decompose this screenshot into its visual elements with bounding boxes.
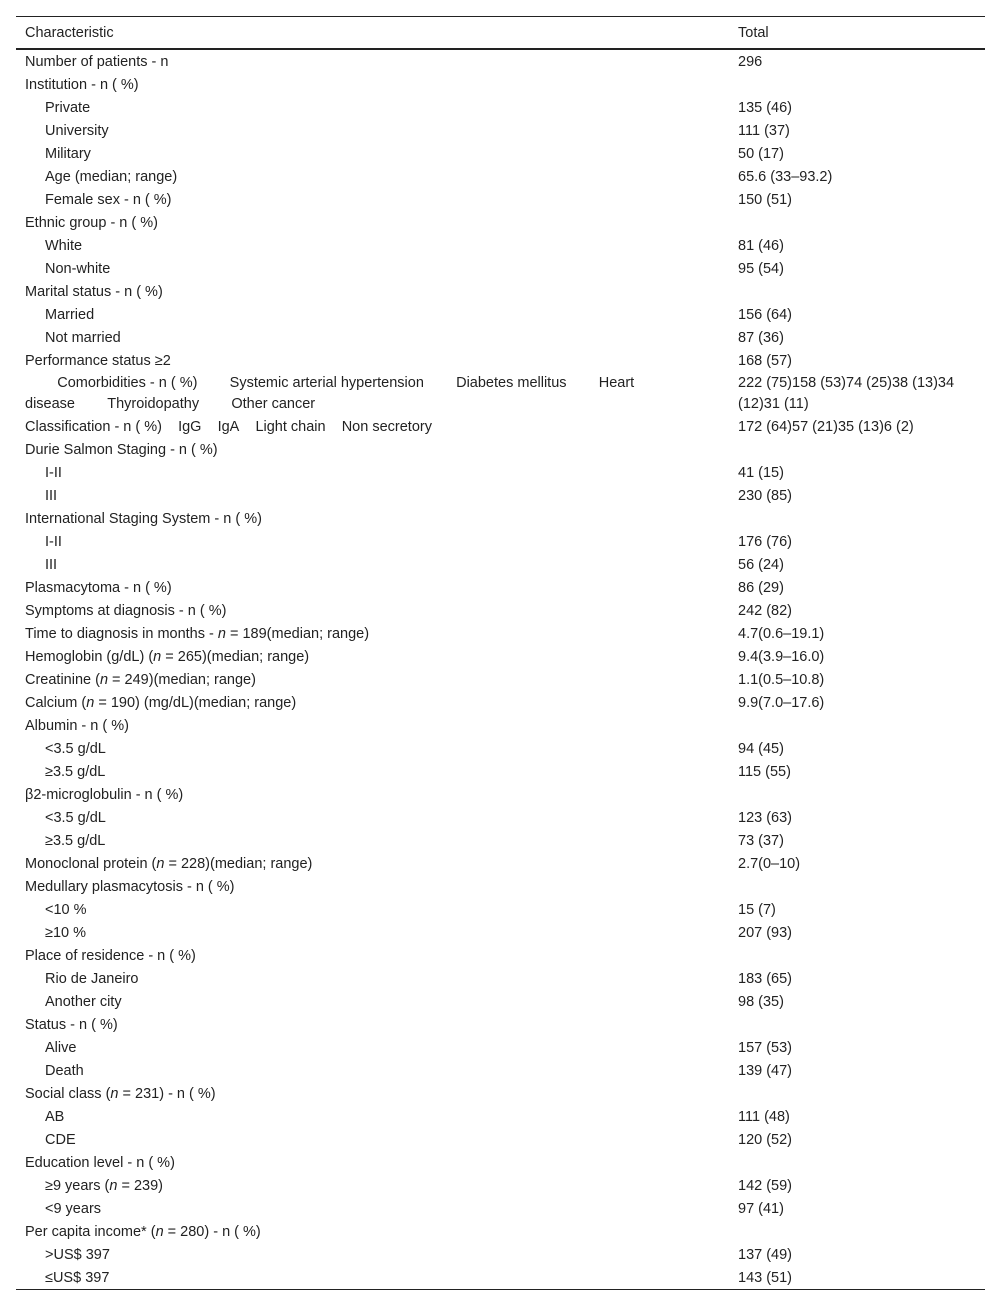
characteristics-table [16, 16, 985, 1290]
row-label: Time to diagnosis in months - n = 189(median; range) [25, 625, 370, 642]
row-value: 296 [738, 53, 763, 70]
table-row [16, 303, 985, 326]
table-row [16, 1013, 985, 1036]
row-label: Symptoms at diagnosis - n ( %) [25, 602, 227, 619]
table-row [16, 829, 985, 852]
table-row [16, 1105, 985, 1128]
table-row [16, 921, 985, 944]
row-label: Social class (n = 231) - n ( %) [25, 1085, 216, 1102]
row-label: Per capita income* (n = 280) - n ( %) [25, 1223, 261, 1240]
table-row [16, 257, 985, 280]
row-value: 183 (65) [738, 970, 793, 987]
row-label: Age (median; range) [45, 168, 178, 185]
row-value: 142 (59) [738, 1177, 793, 1194]
row-label: Military [45, 145, 91, 162]
row-label: ≥3.5 g/dL [45, 832, 106, 849]
row-value: 9.4(3.9–16.0) [738, 648, 825, 665]
table-row [16, 119, 985, 142]
row-value: 139 (47) [738, 1062, 793, 1079]
table-row [16, 461, 985, 484]
table-row [16, 507, 985, 530]
row-value: 97 (41) [738, 1200, 784, 1217]
row-label: Creatinine (n = 249)(median; range) [25, 671, 256, 688]
table-body [16, 50, 985, 1289]
table-row [16, 1151, 985, 1174]
table-row [16, 576, 985, 599]
row-label: Calcium (n = 190) (mg/dL)(median; range) [25, 694, 297, 711]
row-label: Medullary plasmacytosis - n ( %) [25, 878, 235, 895]
table-row [16, 714, 985, 737]
row-value: 50 (17) [738, 145, 784, 162]
row-value: 9.9(7.0–17.6) [738, 694, 825, 711]
row-label: β2-microglobulin - n ( %) [25, 786, 184, 803]
row-label: Monoclonal protein (n = 228)(median; range) [25, 855, 313, 872]
table-row [16, 875, 985, 898]
row-label: III [45, 487, 58, 504]
table-row [16, 1128, 985, 1151]
row-label: Comorbidities - n ( %) Systemic arterial hypertension Diabetes mellitus Heart disease Thyroidopathy Other cancer [25, 374, 635, 412]
table-row [16, 990, 985, 1013]
row-value: 135 (46) [738, 99, 793, 116]
row-value: 73 (37) [738, 832, 784, 849]
table-row [16, 165, 985, 188]
table-row [16, 188, 985, 211]
row-label: Rio de Janeiro [45, 970, 139, 987]
table-row [16, 599, 985, 622]
table-row [16, 967, 985, 990]
row-value: 56 (24) [738, 556, 784, 573]
table-row [16, 852, 985, 875]
table-row [16, 668, 985, 691]
row-label: III [45, 556, 58, 573]
row-label: Ethnic group - n ( %) [25, 214, 158, 231]
table-row [16, 1243, 985, 1266]
row-label: ≥9 years (n = 239) [45, 1177, 163, 1194]
row-value: 1.1(0.5–10.8) [738, 671, 825, 688]
row-label: AB [45, 1108, 65, 1125]
row-value: 172 (64)57 (21)35 (13)6 (2) [738, 418, 914, 435]
row-label: Not married [45, 329, 121, 346]
table-row [16, 326, 985, 349]
table-row [16, 553, 985, 576]
row-label: Place of residence - n ( %) [25, 947, 196, 964]
table-row [16, 898, 985, 921]
table-header [16, 17, 985, 50]
row-label: ≥3.5 g/dL [45, 763, 106, 780]
row-label: <9 years [45, 1200, 102, 1217]
table-row [16, 691, 985, 714]
table-row [16, 415, 985, 438]
row-value: 242 (82) [738, 602, 793, 619]
table-row [16, 737, 985, 760]
table-row [16, 142, 985, 165]
row-label: Married [45, 306, 95, 323]
row-value: 123 (63) [738, 809, 793, 826]
row-value: 137 (49) [738, 1246, 793, 1263]
row-label: Alive [45, 1039, 77, 1056]
row-label: ≤US$ 397 [45, 1269, 110, 1286]
table-row [16, 73, 985, 96]
row-label: Hemoglobin (g/dL) (n = 265)(median; range) [25, 648, 310, 665]
row-label: <10 % [45, 901, 87, 918]
row-label: Female sex - n ( %) [45, 191, 172, 208]
table-row [16, 372, 985, 415]
table-row [16, 349, 985, 372]
row-value: 222 (75)158 (53)74 (25)38 (13)34 (12)31 (11) [738, 374, 955, 412]
row-label: University [45, 122, 109, 139]
table-row [16, 96, 985, 119]
row-value: 157 (53) [738, 1039, 793, 1056]
row-label: <3.5 g/dL [45, 740, 106, 757]
row-value: 15 (7) [738, 901, 776, 918]
row-value: 111 (48) [738, 1108, 790, 1125]
row-value: 156 (64) [738, 306, 793, 323]
table-row [16, 280, 985, 303]
row-label: Institution - n ( %) [25, 76, 139, 93]
row-value: 86 (29) [738, 579, 784, 596]
row-label: Classification - n ( %) IgG IgA Light chain Non secretory [25, 418, 432, 435]
row-value: 81 (46) [738, 237, 784, 254]
table-row [16, 1174, 985, 1197]
table-row [16, 530, 985, 553]
row-value: 207 (93) [738, 924, 793, 941]
row-value: 2.7(0–10) [738, 855, 801, 872]
row-label: Number of patients - n [25, 53, 169, 70]
row-value: 111 (37) [738, 122, 790, 139]
table-row [16, 234, 985, 257]
row-value: 115 (55) [738, 763, 791, 780]
table-row [16, 1220, 985, 1243]
row-value: 95 (54) [738, 260, 784, 277]
table-row [16, 760, 985, 783]
table-row [16, 1059, 985, 1082]
table-row [16, 1082, 985, 1105]
row-value: 98 (35) [738, 993, 784, 1010]
row-label: CDE [45, 1131, 76, 1148]
table-row [16, 1197, 985, 1220]
table-row [16, 1036, 985, 1059]
row-value: 87 (36) [738, 329, 784, 346]
row-value: 150 (51) [738, 191, 793, 208]
table-row [16, 211, 985, 234]
table-row [16, 622, 985, 645]
row-label: <3.5 g/dL [45, 809, 106, 826]
table-row [16, 1266, 985, 1289]
row-label: White [45, 237, 83, 254]
row-label: >US$ 397 [45, 1246, 110, 1263]
row-value: 176 (76) [738, 533, 793, 550]
row-label: Non-white [45, 260, 111, 277]
row-value: 65.6 (33–93.2) [738, 168, 833, 185]
row-label: International Staging System - n ( %) [25, 510, 262, 527]
row-label: I-II [45, 464, 62, 481]
row-label: Durie Salmon Staging - n ( %) [25, 441, 218, 458]
table-row [16, 484, 985, 507]
row-label: Another city [45, 993, 122, 1010]
row-value: 4.7(0.6–19.1) [738, 625, 825, 642]
row-label: I-II [45, 533, 62, 550]
row-value: 41 (15) [738, 464, 784, 481]
row-value: 120 (52) [738, 1131, 793, 1148]
row-label: Marital status - n ( %) [25, 283, 163, 300]
header-total: Total [738, 24, 769, 41]
row-label: Private [45, 99, 91, 116]
row-label: Death [45, 1062, 84, 1079]
header-characteristic: Characteristic [25, 24, 114, 41]
table-row [16, 645, 985, 668]
row-label: Plasmacytoma - n ( %) [25, 579, 172, 596]
row-value: 94 (45) [738, 740, 784, 757]
table-row [16, 806, 985, 829]
table-row [16, 944, 985, 967]
row-label: Performance status ≥2 [25, 352, 171, 369]
row-label: ≥10 % [45, 924, 87, 941]
table-row [16, 50, 985, 73]
row-value: 230 (85) [738, 487, 793, 504]
row-value: 143 (51) [738, 1269, 793, 1286]
table-row [16, 783, 985, 806]
row-label: Status - n ( %) [25, 1016, 118, 1033]
row-label: Education level - n ( %) [25, 1154, 175, 1171]
row-label: Albumin - n ( %) [25, 717, 129, 734]
row-value: 168 (57) [738, 352, 793, 369]
table-row [16, 438, 985, 461]
